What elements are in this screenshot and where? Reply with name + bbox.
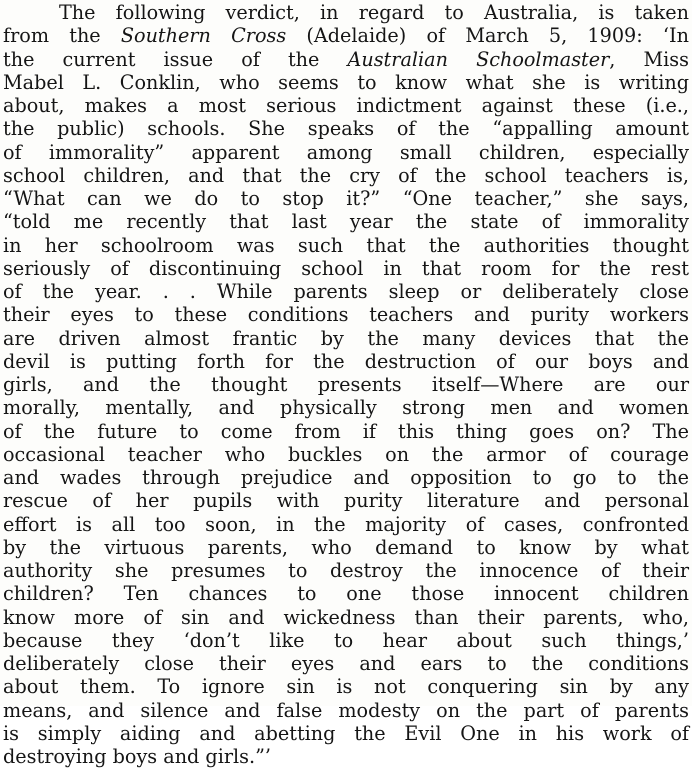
text-line: occasional teacher who buckles on the armor of courage <box>3 442 689 466</box>
publication-title: Southern Cross <box>120 24 287 48</box>
text-line: devil is putting forth for the destruction of our boys and <box>3 349 689 373</box>
text-line: know more of sin and wickedness than their parents, who, <box>3 605 689 629</box>
text-line: seriously of discontinuing school in that room for the rest <box>3 256 689 280</box>
text-line: “told me recently that last year the state of immorality <box>3 210 689 234</box>
text-line <box>3 48 689 71</box>
text-line: school children, and that the cry of the school teachers is, <box>3 163 689 187</box>
text-run: the current issue of the <box>3 47 348 71</box>
text-run: from the <box>3 24 121 48</box>
publication-title: Australian Schoolmaster <box>347 47 610 71</box>
text-line: is simply aiding and abetting the Evil One in his work of <box>3 721 689 745</box>
text-line: because they ‘don’t like to hear about such things,’ <box>3 628 689 652</box>
text-line: destroying boys and girls.”’ <box>3 745 272 768</box>
text-line: the public) schools. She speaks of the “appalling amount <box>3 117 689 141</box>
text-line: means, and silence and false modesty on the part of parents <box>3 698 689 722</box>
text-line: deliberately close their eyes and ears to the conditions <box>3 652 689 675</box>
text-line: their eyes to these conditions teachers and purity workers <box>3 303 689 327</box>
text-line: are driven almost frantic by the many devices that the <box>3 326 689 350</box>
text-line: of immorality” apparent among small children, especially <box>3 140 689 164</box>
text-line <box>3 24 689 47</box>
text-line: The following verdict, in regard to Australia, is taken <box>59 1 689 24</box>
text-run: , Miss <box>609 47 689 71</box>
text-line: about, makes a most serious indictment against these (i.e., <box>3 94 689 117</box>
text-line: effort is all too soon, in the majority of cases, confronted <box>3 512 689 536</box>
text-line: of the future to come from if this thing goes on? The <box>3 419 689 443</box>
text-line: children? Ten chances to one those innocent children <box>3 582 689 606</box>
text-line: rescue of her pupils with purity literature and personal <box>3 489 689 513</box>
text-line: authority she presumes to destroy the innocence of their <box>3 559 689 582</box>
text-line: girls, and the thought presents itself—Where are our <box>3 373 689 396</box>
verdict-paragraph <box>3 1 689 768</box>
text-line: “What can we do to stop it?” “One teacher,” she says, <box>3 187 689 210</box>
text-line: Mabel L. Conklin, who seems to know what she is writing <box>3 70 689 94</box>
text-line: in her schoolroom was such that the authorities thought <box>3 233 689 257</box>
text-line: by the virtuous parents, who demand to know by what <box>3 535 689 559</box>
text-line: of the year. . . While parents sleep or deliberately close <box>3 280 689 303</box>
text-line: about them. To ignore sin is not conquering sin by any <box>3 675 689 699</box>
text-line: and wades through prejudice and opposition to go to the <box>3 466 689 489</box>
text-line: morally, mentally, and physically strong men and women <box>3 396 689 420</box>
text-run: (Adelaide) of March 5, 1909: ‘In <box>286 24 689 48</box>
